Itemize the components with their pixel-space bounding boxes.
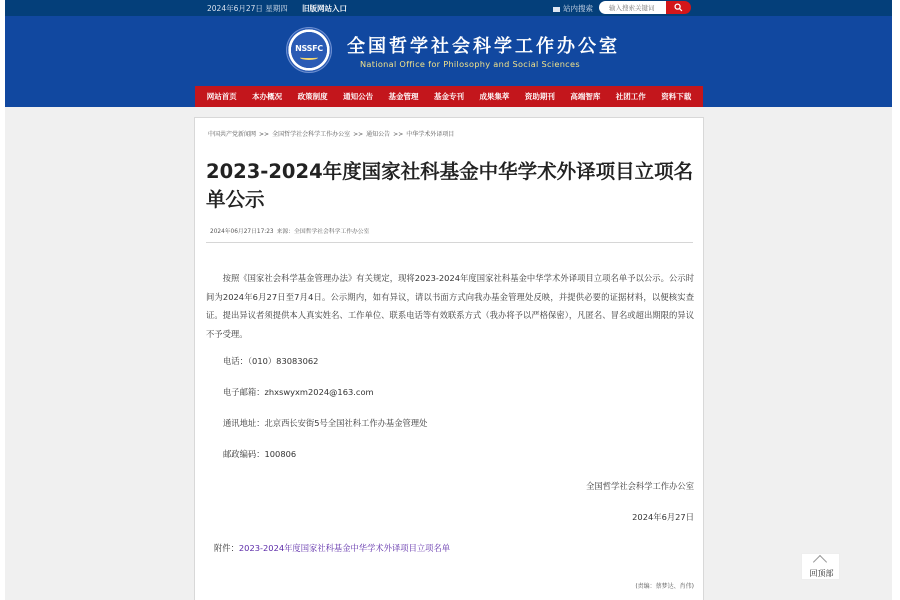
site-title-cn: 全国哲学社会科学工作办公室 xyxy=(347,36,620,57)
breadcrumb-separator: >> xyxy=(353,131,364,138)
nav-item-achievements[interactable]: 成果集萃 xyxy=(479,92,510,101)
nav-item-policy[interactable]: 政策制度 xyxy=(297,92,328,101)
editor-credit: (责编：蔡梦达、肖伟) xyxy=(635,583,694,590)
site-search-label-wrap xyxy=(553,3,593,14)
breadcrumb-item[interactable]: 中国共产党新闻网 xyxy=(208,131,257,138)
nav-item-think-tanks[interactable]: 高端智库 xyxy=(570,92,601,101)
logo-abbr: NSSFC xyxy=(295,44,323,53)
nav-item-home[interactable]: 网站首页 xyxy=(206,92,237,101)
old-site-link[interactable]: 旧版网站入口 xyxy=(302,4,347,13)
article-source: 全国哲学社会科学工作办公室 xyxy=(294,229,370,235)
breadcrumb-separator: >> xyxy=(259,131,270,138)
main-nav xyxy=(195,86,703,107)
nav-item-associations[interactable]: 社团工作 xyxy=(615,92,646,101)
contact-address: 通讯地址：北京西长安街5号全国社科工作办基金管理处 xyxy=(223,418,428,428)
chevron-up-icon xyxy=(813,555,827,569)
nssfc-logo-icon[interactable] xyxy=(286,27,332,73)
site-header xyxy=(5,16,892,107)
article-body: 按照《国家社会科学基金管理办法》有关规定，现将2023-2024年度国家社科基金中华学术外译项目立项名单予以公示。公示时间为2024年6月27日至7月4日。公示期内，如有异议，请以书面方式向我办基金管理处反映，并提供必要的证据材料，以便核实查证。提出异议者须提供本人真实姓名、工作单位、联系电话等有效联系方式（我办将予以严格保密），凡匿名、冒名或超出期限的异议不予受理。 xyxy=(206,273,694,339)
signature: 全国哲学社会科学工作办公室 xyxy=(586,481,694,491)
sign-date: 2024年6月27日 xyxy=(632,512,694,522)
attachment-label: 附件： xyxy=(214,543,239,553)
article-title: 2023-2024年度国家社科基金中华学术外译项目立项名单公示 xyxy=(206,160,694,211)
contact-postcode: 邮政编码：100806 xyxy=(223,449,297,459)
site-title-en: National Office for Philosophy and Social Sciences xyxy=(360,59,580,69)
search-button[interactable] xyxy=(666,1,691,14)
nav-item-funded-journals[interactable]: 资助期刊 xyxy=(524,92,555,101)
top-bar xyxy=(5,0,892,16)
back-to-top-button[interactable] xyxy=(801,553,840,580)
book-icon xyxy=(300,55,318,60)
breadcrumb-item[interactable]: 全国哲学社会科学工作办公室 xyxy=(272,131,351,138)
nav-item-notices[interactable]: 通知公告 xyxy=(343,92,374,101)
attachment xyxy=(214,542,450,554)
breadcrumb-item[interactable]: 中华学术外译项目 xyxy=(406,131,455,138)
current-date: 2024年6月27日 星期四 xyxy=(207,4,288,13)
breadcrumb-separator: >> xyxy=(393,131,404,138)
back-to-top-label: 回顶部 xyxy=(809,569,834,578)
contact-email: 电子邮箱：zhxswyxm2024@163.com xyxy=(223,387,374,397)
title-divider xyxy=(206,242,693,243)
source-label: 来源： xyxy=(276,229,295,235)
article-meta xyxy=(210,226,369,235)
breadcrumb-item[interactable]: 通知公告 xyxy=(366,131,391,138)
attachment-link[interactable]: 2023-2024年度国家社科基金中华学术外译项目立项名单 xyxy=(238,543,451,553)
page-background xyxy=(5,0,892,600)
article-container xyxy=(194,117,704,600)
mail-icon xyxy=(553,7,560,12)
search-icon xyxy=(674,3,683,12)
nav-item-fund-journal[interactable]: 基金专刊 xyxy=(433,92,464,101)
search-input[interactable] xyxy=(599,1,666,14)
contact-phone: 电话：（010）83083062 xyxy=(223,356,319,366)
breadcrumb xyxy=(208,129,454,138)
nav-item-downloads[interactable]: 资料下载 xyxy=(661,92,692,101)
article-datetime: 2024年06月27日17:23 xyxy=(210,229,274,235)
nav-item-fund-management[interactable]: 基金管理 xyxy=(388,92,419,101)
site-search-label: 站内搜索 xyxy=(563,4,593,13)
nav-item-about[interactable]: 本办概况 xyxy=(252,92,283,101)
